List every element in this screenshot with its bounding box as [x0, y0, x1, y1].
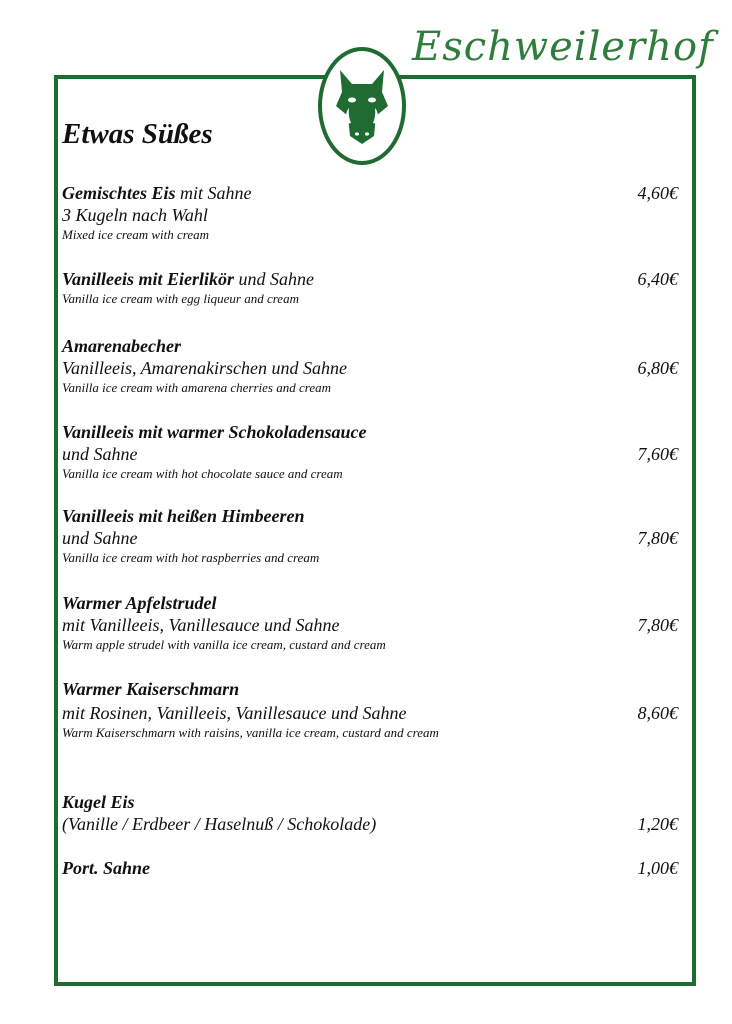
menu-item: [62, 791, 682, 835]
item-price: 7,80€: [637, 615, 678, 635]
item-price: 1,20€: [637, 814, 678, 834]
item-english: Mixed ice cream with cream: [62, 227, 210, 242]
item-title: Warmer Kaiserschmarn: [62, 679, 240, 699]
item-price: 7,80€: [637, 528, 678, 548]
menu-item: [62, 678, 682, 741]
menu-item: [62, 335, 682, 396]
item-english: Vanilla ice cream with hot chocolate sauce and cream: [62, 466, 343, 481]
item-title: Port. Sahne: [62, 858, 151, 878]
item-price: 1,00€: [637, 858, 678, 878]
brand-name: Eschweilerhof: [412, 24, 714, 70]
item-title: Amarenabecher: [62, 336, 181, 356]
section-title: Etwas Süßes: [62, 118, 213, 150]
item-description: mit Vanilleeis, Vanillesauce und Sahne: [62, 615, 340, 635]
menu-item: [62, 857, 682, 879]
item-english: Warm apple strudel with vanilla ice cream, custard and cream: [62, 637, 386, 652]
item-title-line: [62, 182, 682, 204]
item-title: Vanilleeis mit warmer Schokoladensauce: [62, 422, 367, 442]
menu-item: [62, 421, 682, 482]
item-title-suffix: mit Sahne: [175, 183, 252, 203]
item-english: Vanilla ice cream with hot raspberries and cream: [62, 550, 320, 565]
item-price: 6,80€: [637, 358, 678, 378]
item-description: Vanilleeis, Amarenakirschen und Sahne: [62, 358, 347, 378]
item-price: 8,60€: [637, 703, 678, 723]
item-title: Kugel Eis: [62, 792, 135, 812]
item-english: Vanilla ice cream with amarena cherries and cream: [62, 380, 331, 395]
menu-item: [62, 268, 682, 307]
item-price: 6,40€: [637, 269, 678, 289]
menu-item: [62, 505, 682, 566]
item-title: Vanilleeis mit heißen Himbeeren: [62, 506, 305, 526]
menu-item: [62, 182, 682, 243]
item-description: mit Rosinen, Vanilleeis, Vanillesauce und Sahne: [62, 703, 407, 723]
item-english: Vanilla ice cream with egg liqueur and cream: [62, 291, 299, 306]
item-english: Warm Kaiserschmarn with raisins, vanilla ice cream, custard and cream: [62, 725, 439, 740]
item-title: Vanilleeis mit Eierlikör: [62, 269, 235, 289]
item-description: (Vanille / Erdbeer / Haselnuß / Schokolade): [62, 814, 377, 834]
item-title-suffix: und Sahne: [234, 269, 315, 289]
item-description: 3 Kugeln nach Wahl: [62, 205, 208, 225]
item-price: 4,60€: [637, 183, 678, 203]
menu-item: [62, 592, 682, 653]
item-description: und Sahne: [62, 528, 138, 548]
item-description: und Sahne: [62, 444, 138, 464]
item-price: 7,60€: [637, 444, 678, 464]
item-title: Gemischtes Eis: [62, 183, 176, 203]
item-title: Warmer Apfelstrudel: [62, 593, 217, 613]
item-title-line: [62, 268, 682, 290]
